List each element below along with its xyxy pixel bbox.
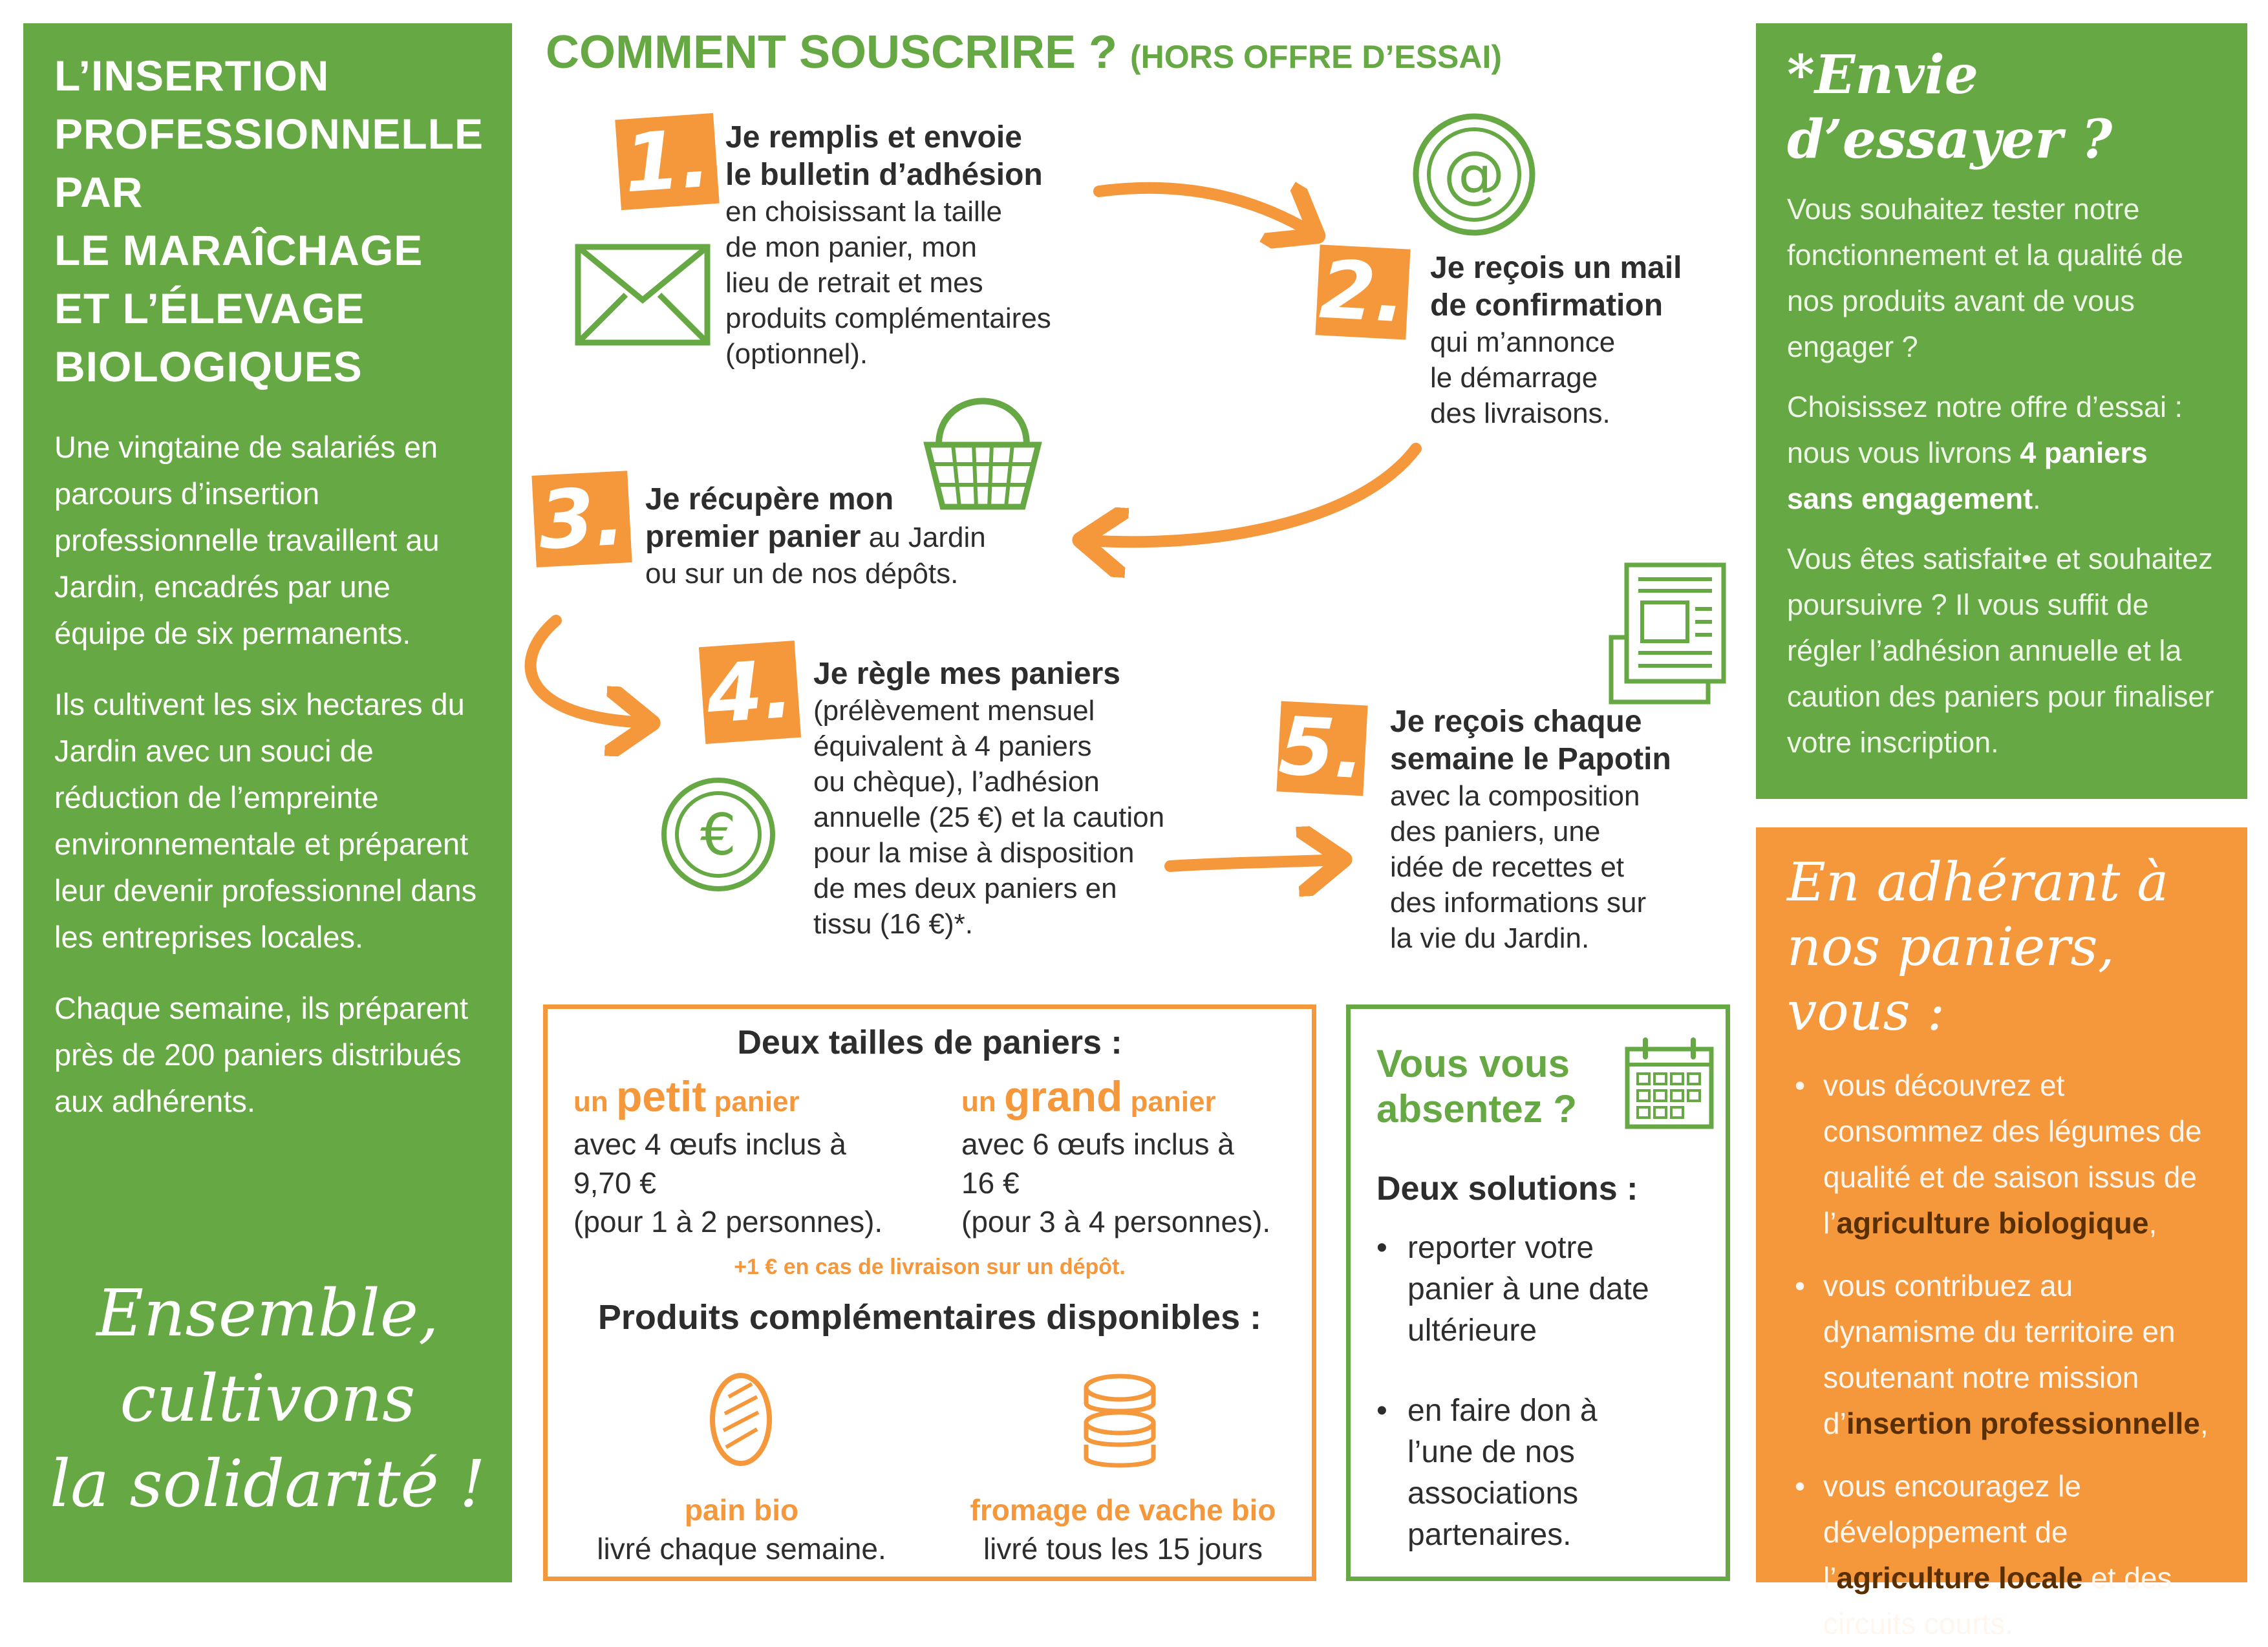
svg-text:@: @: [1443, 138, 1505, 210]
cheese-name: fromage de vache bio: [970, 1493, 1276, 1527]
cheese-icon: [1078, 1368, 1162, 1472]
absence-title: Vous vous absentez ?: [1376, 1042, 1578, 1131]
benefit-organic: • vous découvrez et consommez des légumes de qualité et de saison issus de l’agriculture biologique,: [1787, 1063, 2216, 1246]
step-4-number: 4.: [699, 641, 801, 744]
step-4: Je règle mes paniers (prélèvement mensuel équivalent à 4 paniers ou chèque), l’adhésion annuelle (25 €) et la caution pour la mise à disposition de mes deux paniers en tissu (16 €)*.: [813, 657, 1165, 940]
newsletter-icon: [1601, 560, 1728, 707]
step-5-number: 5.: [1276, 699, 1368, 798]
bread-icon: [705, 1371, 776, 1468]
absence-option-postpone: • reporter votre panier à une date ultérieure: [1376, 1231, 1649, 1348]
trial-paragraph-offer: Choisissez notre offre d’essai : nous vous livrons 4 paniers sans engagement.: [1787, 390, 2183, 515]
arrow-3-to-4: [531, 621, 647, 723]
step-3: Je récupère mon premier panier au Jardin ou sur un de nos dépôts.: [645, 482, 986, 590]
euro-coin-icon: [659, 776, 777, 893]
trial-title: *Envie d’essayer ?: [1787, 44, 2113, 171]
svg-text:€: €: [700, 802, 736, 868]
basket-sizes-box: [543, 1004, 1316, 1581]
bread-frequency: livré chaque semaine.: [597, 1532, 886, 1566]
benefit-insertion: • vous contribuez au dynamisme du territoire en soutenant notre mission d’insertion professionnelle,: [1787, 1263, 2216, 1447]
step-1-number: 1.: [615, 113, 719, 210]
step-3-number: 3.: [531, 471, 632, 568]
envelope-icon: [574, 243, 711, 346]
calendar-icon: [1622, 1035, 1717, 1132]
step-5: Je reçois chaque semaine le Papotin avec la composition des paniers, une idée de recettes et des informations sur la vie du Jardin.: [1390, 705, 1671, 954]
small-basket: un petit panier avec 4 œufs inclus à 9,70 € (pour 1 à 2 personnes).: [573, 1072, 883, 1238]
left-paragraph-baskets: Chaque semaine, ils préparent près de 200 paniers distribués aux adhérents.: [54, 991, 469, 1118]
step-2: Je reçois un mail de confirmation qui m’annonce le démarrage des livraisons.: [1430, 251, 1682, 429]
main-title: COMMENT SOUSCRIRE ? (HORS OFFRE D’ESSAI): [546, 27, 1503, 78]
left-paragraph-fields: Ils cultivent les six hectares du Jardin avec un souci de réduction de l’empreinte environnementale et préparent leur devenir professionnel dans les entreprises locales.: [54, 687, 477, 954]
bread-name: pain bio: [684, 1493, 799, 1527]
benefit-local: • vous encouragez le développement de l’agriculture locale et des circuits courts.: [1787, 1463, 2216, 1647]
at-sign-icon: [1409, 110, 1539, 239]
step-1: Je remplis et envoie le bulletin d’adhésion en choisissant la taille de mon panier, mon lieu de retrait et mes produits complémentaires (optionnel).: [725, 120, 1051, 370]
benefits-panel: [1756, 827, 2247, 1641]
arrow-2-to-3: [1086, 449, 1416, 542]
cheese-frequency: livré tous les 15 jours: [983, 1532, 1263, 1566]
left-paragraph-staff: Une vingtaine de salariés en parcours d’insertion professionnelle travaillent au Jardin, encadrés par une équipe de six permanents.: [54, 430, 440, 650]
trial-panel: [1756, 23, 2247, 799]
step-2-number: 2.: [1315, 244, 1410, 339]
benefits-list: [1787, 1063, 2216, 1647]
benefits-title: En adhérant à nos paniers, vous :: [1787, 852, 2169, 1043]
products-title: Produits complémentaires disponibles :: [597, 1298, 1262, 1337]
trial-paragraph-continue: Vous êtes satisfait•e et souhaitez poursuivre ? Il vous suffit de régler l’adhésion annuelle et la caution des paniers pour finaliser votre inscription.: [1787, 542, 2214, 759]
basket-sizes-title: Deux tailles de paniers :: [737, 1024, 1122, 1061]
trial-paragraph-intro: Vous souhaitez tester notre fonctionnement et la qualité de nos produits avant de vous engager ?: [1787, 193, 2183, 363]
large-basket: un grand panier avec 6 œufs inclus à 16 € (pour 3 à 4 personnes).: [961, 1072, 1271, 1238]
absence-subtitle: Deux solutions :: [1376, 1170, 1638, 1207]
delivery-note: +1 € en cas de livraison sur un dépôt.: [734, 1255, 1126, 1279]
absence-box: [1346, 1004, 1730, 1581]
arrow-1-to-2: [1099, 188, 1312, 233]
left-title: L’INSERTION PROFESSIONNELLE PAR LE MARAÎCHAGE ET L’ÉLEVAGE BIOLOGIQUES: [54, 52, 484, 390]
left-slogan: Ensemble, cultivons la solidarité !: [50, 1275, 486, 1522]
absence-option-donate: • en faire don à l’une de nos associations partenaires.: [1376, 1394, 1598, 1552]
